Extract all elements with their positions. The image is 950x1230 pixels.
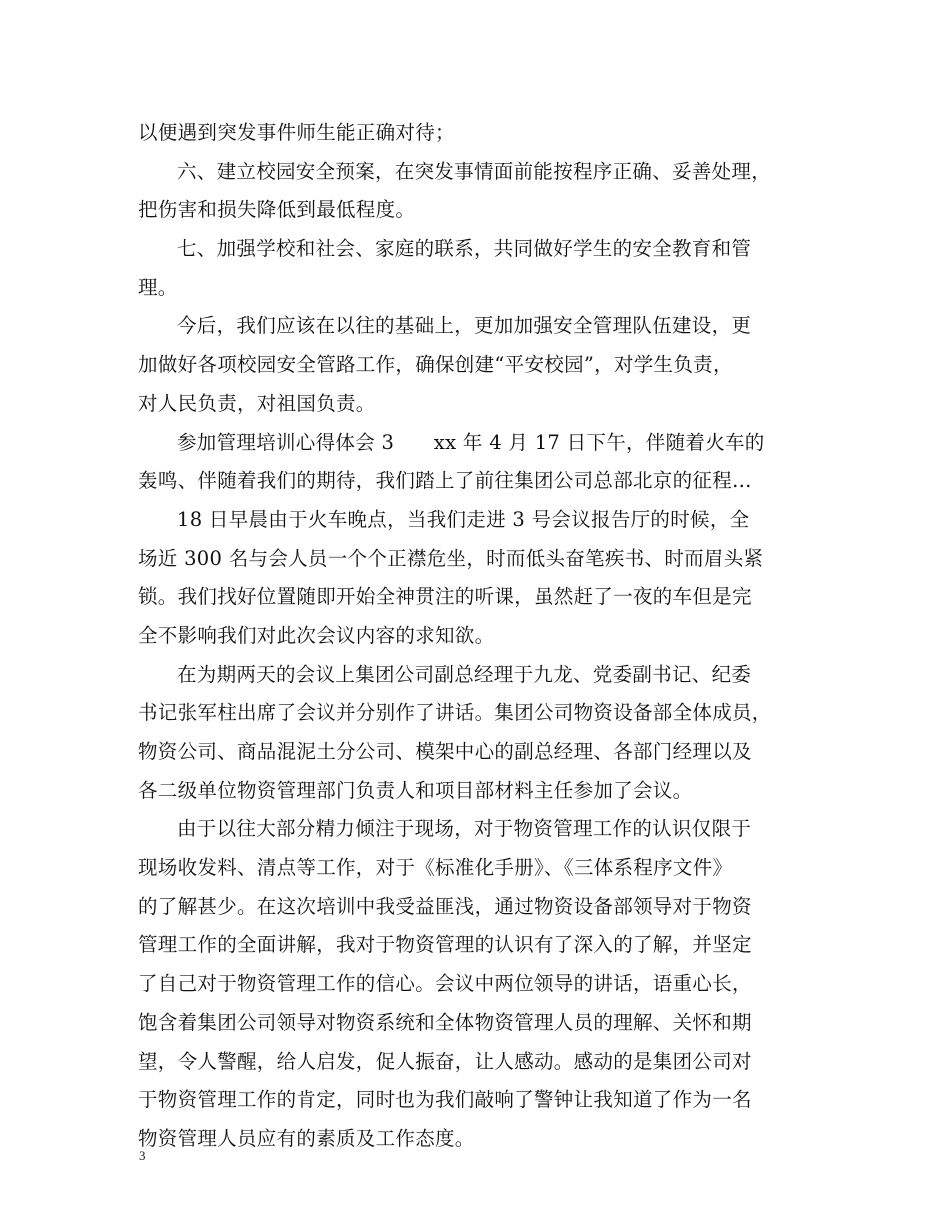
text-line: 望，令人警醒，给人启发，促人振奋，让人感动。感动的是集团公司对 bbox=[138, 1049, 752, 1073]
text-line: 参加管理培训心得体会 3 xx 年 4 月 17 日下午，伴随着火车的 bbox=[177, 430, 765, 454]
text-line: 现场收发料、清点等工作，对于《标准化手册》、《三体系程序文件》 bbox=[138, 856, 733, 880]
text-line: 今后，我们应该在以往的基础上，更加加强安全管理队伍建设，更 bbox=[177, 314, 752, 338]
text-line: 物资公司、商品混泥土分公司、模架中心的副总经理、各部门经理以及 bbox=[138, 740, 752, 763]
text-line: 理。 bbox=[138, 275, 178, 299]
text-line: 了自己对于物资管理工作的信心。会议中两位领导的讲话，语重心长， bbox=[138, 972, 752, 996]
body-text bbox=[138, 114, 818, 1159]
text-line: 以便遇到突发事件师生能正确对待； bbox=[138, 121, 455, 144]
text-line: 轰鸣、伴随着我们的期待，我们踏上了前往集团公司总部北京的征程… bbox=[138, 469, 752, 493]
text-line: 锁。我们找好位置随即开始全神贯注的听课，虽然赶了一夜的车但是完 bbox=[138, 585, 752, 609]
text-line: 六、建立校园安全预案，在突发事情面前能按程序正确、妥善处理， bbox=[177, 159, 772, 183]
text-line: 场近 300 名与会人员一个个正襟危坐，时而低头奋笔疾书、时而眉头紧 bbox=[138, 546, 764, 570]
text-line: 把伤害和损失降低到最低程度。 bbox=[138, 198, 416, 222]
text-line: 书记张军柱出席了会议并分别作了讲话。集团公司物资设备部全体成员， bbox=[138, 701, 772, 725]
text-line: 加做好各项校园安全管路工作，确保创建“平安校园”，对学生负责， bbox=[138, 353, 733, 377]
text-line: 饱含着集团公司领导对物资系统和全体物资管理人员的理解、关怀和期 bbox=[138, 1010, 752, 1034]
text-line: 由于以往大部分精力倾注于现场，对于物资管理工作的认识仅限于 bbox=[177, 817, 752, 841]
text-line: 对人民负责，对祖国负责。 bbox=[138, 391, 376, 415]
text-line: 在为期两天的会议上集团公司副总经理于九龙、党委副书记、纪委 bbox=[177, 662, 752, 686]
text-line: 七、加强学校和社会、家庭的联系，共同做好学生的安全教育和管 bbox=[177, 237, 752, 261]
text-line: 管理工作的全面讲解，我对于物资管理的认识有了深入的了解，并坚定 bbox=[138, 933, 752, 957]
text-line: 全不影响我们对此次会议内容的求知欲。 bbox=[138, 623, 495, 647]
text-line: 各二级单位物资管理部门负责人和项目部材料主任参加了会议。 bbox=[138, 778, 693, 802]
text-line: 于物资管理工作的肯定，同时也为我们敲响了警钟让我知道了作为一名 bbox=[138, 1088, 752, 1112]
page-number: 3 bbox=[139, 1148, 146, 1163]
text-line: 的了解甚少。在这次培训中我受益匪浅，通过物资设备部领导对于物资 bbox=[138, 894, 752, 918]
text-line: 物资管理人员应有的素质及工作态度。 bbox=[138, 1126, 475, 1150]
text-line: 18 日早晨由于火车晚点，当我们走进 3 号会议报告厅的时候，全 bbox=[177, 507, 750, 531]
